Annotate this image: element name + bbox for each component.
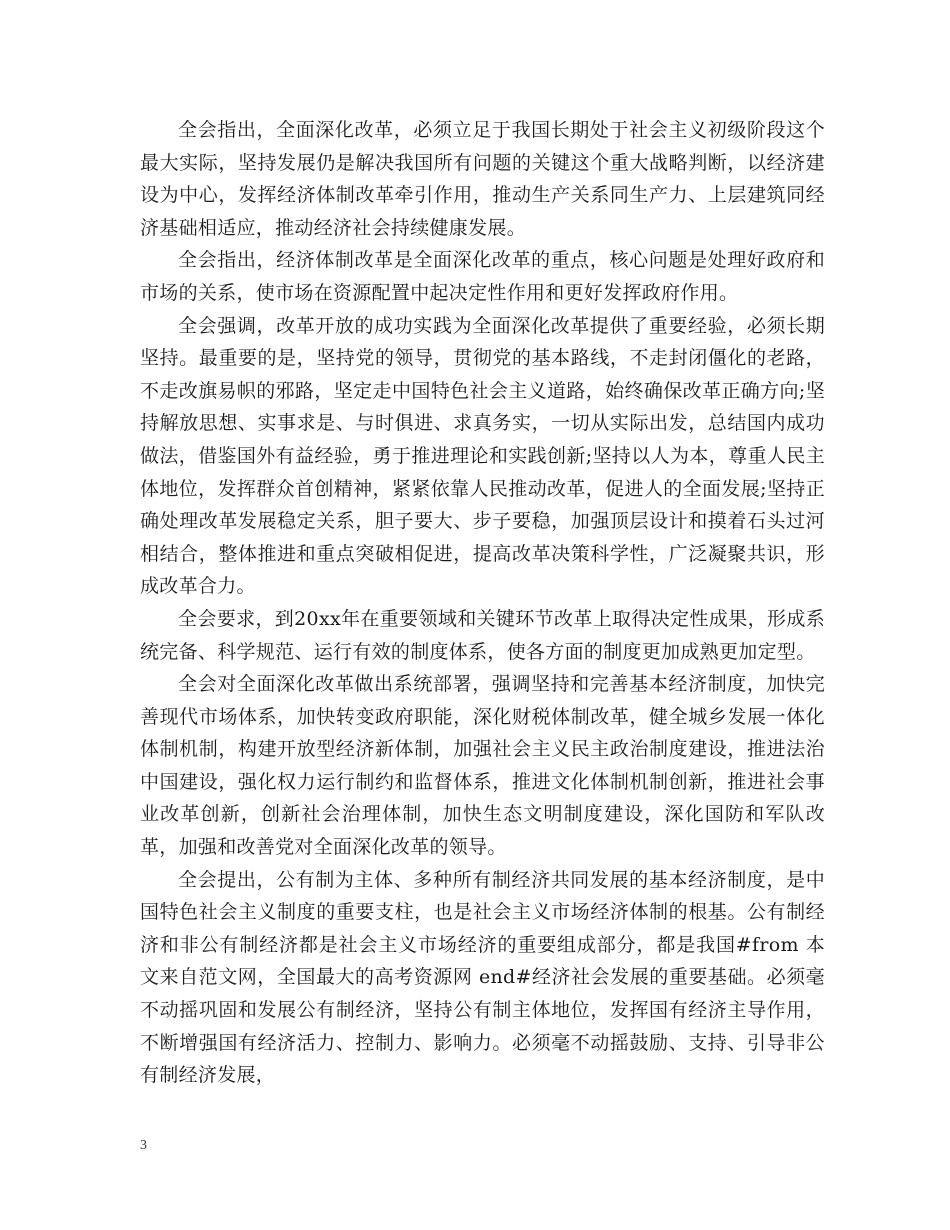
paragraph: 全会指出，经济体制改革是全面深化改革的重点，核心问题是处理好政府和市场的关系，使市场在资源配置中起决定性作用和更好发挥政府作用。 [140,249,825,304]
paragraph: 全会对全面深化改革做出系统部署，强调坚持和完善基本经济制度，加快完善现代市场体系，加快转变政府职能，深化财税体制改革，健全城乡发展一体化体制机制，构建开放型经济新体制，加强社会主义民主政治制度建设，推进法治中国建设，强化权力运行制约和监督体系，推进文化体制机制创新，推进社会事业改革创新，创新社会治理体制，加快生态文明制度建设，深化国防和军队改革，加强和改善党对全面深化改革的领导。 [140,673,825,859]
paragraph: 全会提出，公有制为主体、多种所有制经济共同发展的基本经济制度，是中国特色社会主义制度的重要支柱，也是社会主义市场经济体制的根基。公有制经济和非公有制经济都是社会主义市场经济的重要组成部分，都是我国#from 本文来自范文网，全国最大的高考资源网 end#经济社会发展的重要基础。必须毫不动摇巩固和发展公有制经济，坚持公有制主体地位，发挥国有经济主导作用，不断增强国有经济活力、控制力、影响力。必须毫不动摇鼓励、支持、引导非公有制经济发展， [140,868,825,1087]
paragraph: 全会强调，改革开放的成功实践为全面深化改革提供了重要经验，必须长期坚持。最重要的是，坚持党的领导，贯彻党的基本路线，不走封闭僵化的老路，不走改旗易帜的邪路，坚定走中国特色社会主义道路，始终确保改革正确方向;坚持解放思想、实事求是、与时俱进、求真务实，一切从实际出发，总结国内成功做法，借鉴国外有益经验，勇于推进理论和实践创新;坚持以人为本，尊重人民主体地位，发挥群众首创精神，紧紧依靠人民推动改革，促进人的全面发展;坚持正确处理改革发展稳定关系，胆子要大、步子要稳，加强顶层设计和摸着石头过河相结合，整体推进和重点突破相促进，提高改革决策科学性，广泛凝聚共识，形成改革合力。 [140,314,825,598]
document-body [140,114,825,1092]
paragraph: 全会要求，到20xx年在重要领域和关键环节改革上取得决定性成果，形成系统完备、科学规范、运行有效的制度体系，使各方面的制度更加成熟更加定型。 [140,607,825,663]
paragraph: 全会指出，全面深化改革，必须立足于我国长期处于社会主义初级阶段这个最大实际，坚持发展仍是解决我国所有问题的关键这个重大战略判断，以经济建设为中心，发挥经济体制改革牵引作用，推动生产关系同生产力、上层建筑同经济基础相适应，推动经济社会持续健康发展。 [140,119,825,239]
page-number: 3 [140,1138,147,1153]
